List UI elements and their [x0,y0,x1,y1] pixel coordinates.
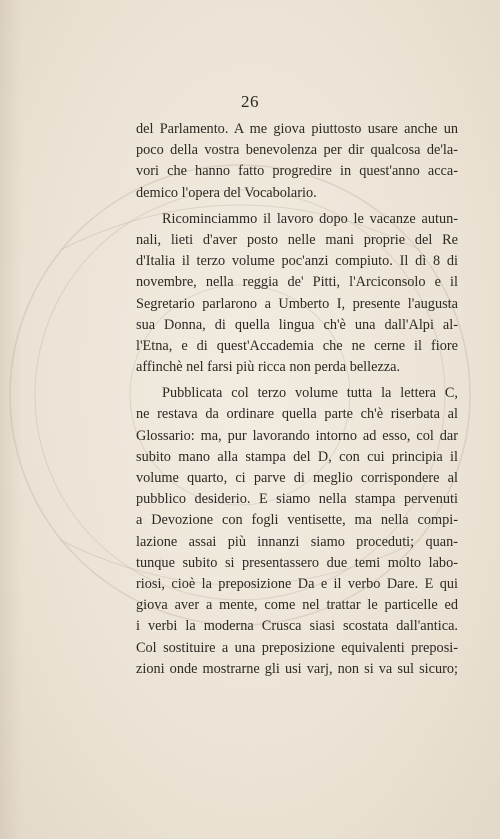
text-line: Glossario: ma, pur lavorando intorno ad esso, col dar [136,427,458,444]
text-line: affinchè nel farsi più ricca non perda bellezza. [136,359,401,376]
text-line: poco della vostra benevolenza per dir qualcosa de'la- [136,142,458,159]
text-line: a Devozione con fogli ventisette, ma nella compi- [136,512,458,529]
text-line: del Parlamento. A me giova piuttosto usare anche un [136,121,458,137]
text-line: Pubblicata col terzo volume tutta la lettera C, [162,385,458,402]
text-line: l'Etna, e di quest'Accademia che ne cerne il fiore [136,337,458,354]
text-line: lazione assai più innanzi siamo proceduti; quan- [136,533,458,550]
text-line: riosi, cioè la preposizione Da e il verbo Dare. E qui [136,575,458,592]
text-line: i verbi la moderna Crusca siasi scostata dall'antica. [136,618,458,635]
text-line: nali, lieti d'aver posto nelle mani proprie del Re [136,231,458,248]
text-line: giova aver a mente, come nel trattar le particelle ed [136,597,458,614]
text-line: demico l'opera del Vocabolario. [136,184,317,201]
text-line: subito mano alla stampa del D, con cui principia il [136,448,458,465]
text-line: Col sostituire a una preposizione equivalenti preposi- [136,639,458,656]
text-line: d'Italia il terzo volume poc'anzi compiuto. Il dì 8 di [136,253,458,270]
text-line: ne restava da ordinare quella parte ch'è riserbata al [136,406,458,423]
text-line: tunque subito si presentassero due temi molto labo- [136,554,458,571]
text-line: vori che hanno fatto progredire in quest'anno acca- [136,163,458,180]
text-line: Ricominciammo il lavoro dopo le vacanze autun- [162,210,458,227]
text-line: sua Donna, di quella lingua ch'è una dall'Alpi al- [136,316,458,333]
text-line: volume quarto, ci parve di meglio corrispondere al [136,470,458,486]
text-line: Segretario parlarono a Umberto I, presente l'augusta [136,295,458,312]
binding-shadow [0,0,22,839]
page-number: 26 [241,92,259,111]
text-line: zioni onde mostrarne gli usi varj, non si va sul sicuro; [136,660,458,677]
body-text [136,119,458,680]
text-line: pubblico desiderio. E siamo nella stampa pervenuti [136,491,458,508]
text-line: novembre, nella reggia de' Pitti, l'Arciconsolo e il [136,274,458,291]
